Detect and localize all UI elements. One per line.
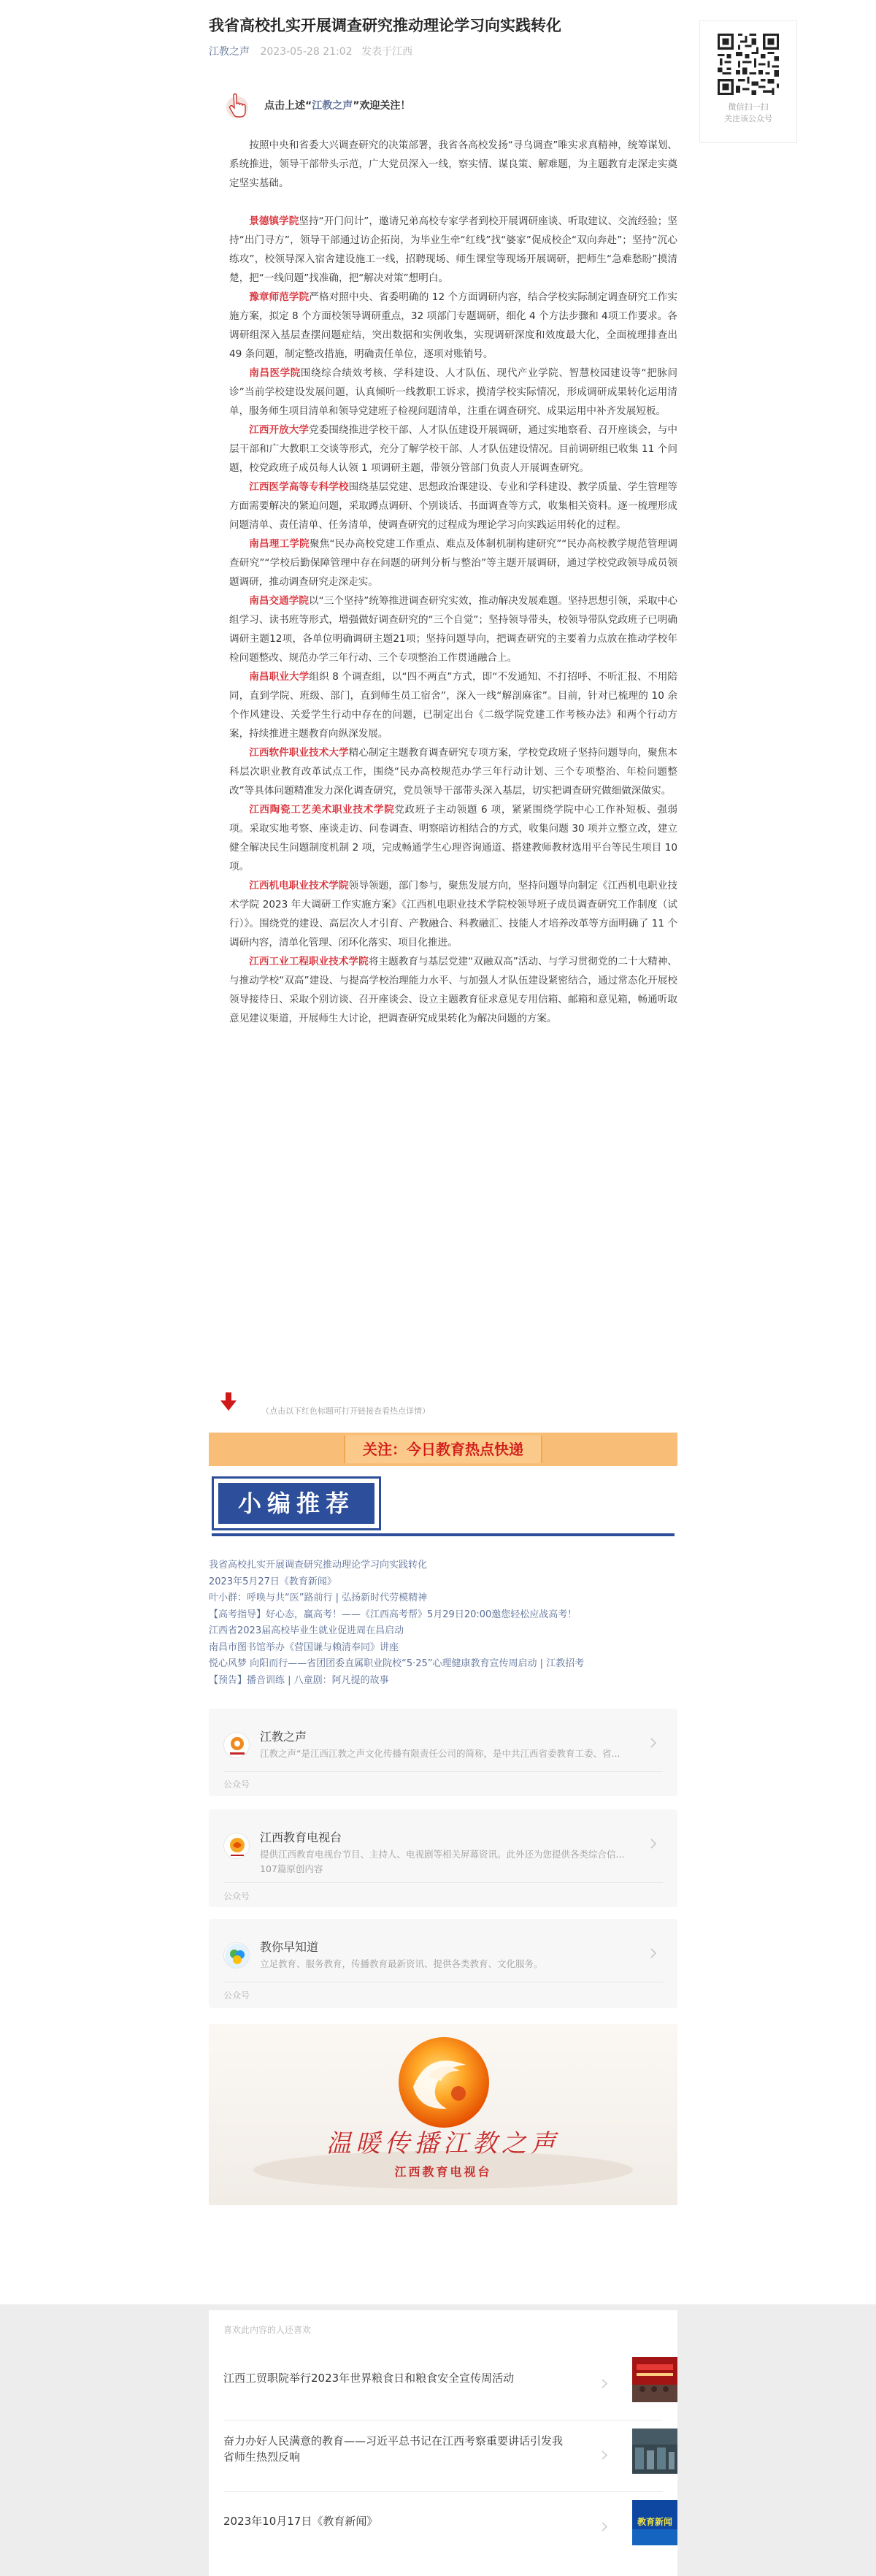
paragraph-text: 领导领题，部门参与，聚焦发展方向，坚持问题导向制定《江西机电职业技术学院 2023 年大调研工作实施方案》《江西机电职业技术学院校领导班子成员调查研究工作制度（试行）》。围绕党的建设、高层次人才引育、产教融合、科教融汇、技能人才培养改革等方面明确了 11 个调研内容，清单化管理、闭环化落实、项目化推进。	[229, 880, 678, 948]
account-name: 教你早知道	[260, 1940, 319, 1954]
school-name: 豫章师范学院	[249, 291, 310, 303]
related-articles-panel	[209, 2310, 677, 2576]
school-paragraph	[229, 421, 677, 478]
paragraph-text: 围绕基层党建、思想政治课建设、专业和学科建设、教学质量、学生管理等方面需要解决的紧迫问题，采取蹲点调研、个别谈话、书面调查等方式，收集相关资料。逐一梳理形成问题清单、责任清单、任务清单，使调查研究的过程成为理论学习向实践运用转化的过程。	[229, 481, 678, 531]
follow-suffix: ”欢迎关注！	[353, 100, 411, 112]
qr-panel	[699, 20, 797, 143]
school-paragraph	[229, 288, 677, 364]
follow-prompt	[226, 91, 410, 120]
account-desc: 江教之声“是江西江教之声文化传播有限责任公司的简称，是中共江西省委教育工委、省...	[260, 1748, 620, 1759]
editor-recommend-badge	[212, 1476, 381, 1530]
down-arrow-icon	[220, 1392, 237, 1411]
tv-subtitle: 江西教育电视台	[394, 2165, 492, 2179]
paragraph-text: 党委围绕推进学校干部、人才队伍建设开展调研，通过实地察看、召开座谈会，与中层干部和广大教职工交谈等形式，充分了解学校干部、人才队伍建设情况。目前调研组已收集 11 个问题，校党政班子成员每人认领 1 项调研主题，带领分管部门负责人开展调查研究。	[229, 424, 677, 474]
article-meta	[209, 44, 418, 58]
school-name: 南昌职业大学	[249, 671, 310, 683]
related-thumbnail	[632, 2500, 677, 2545]
paragraph-text: 将主题教育与基层党建“双融双高”活动、与学习贯彻党的二十大精神、与推动学校“双高”建设、与提高学校治理能力水平、与加强人才队伍建设紧密结合，通过常态化开展校领导接待日、采取个别访谈、召开座谈会、设立主题教育征求意见专用信箱、邮箱和意见箱，畅通听取意见建议渠道，开展师生大讨论，把调查研究成果转化为解决问题的方案。	[229, 956, 677, 1024]
school-paragraph	[229, 534, 677, 591]
recommend-link[interactable]: 悦心风梦 向阳而行——省团团委直属职业院校“5·25”心理健康教育宣传周启动 | 江教招考	[209, 1658, 585, 1669]
school-paragraph	[229, 743, 677, 800]
school-name: 景德镇学院	[249, 215, 299, 227]
school-name: 南昌交通学院	[249, 595, 309, 607]
account-card[interactable]	[209, 1709, 677, 1796]
follow-account-link[interactable]: 江教之声	[312, 100, 353, 112]
pointing-hand-icon	[226, 91, 251, 120]
chevron-right-icon	[602, 2522, 608, 2531]
related-article[interactable]	[223, 2357, 663, 2412]
publish-date: 2023-05-28 21:02	[260, 46, 353, 58]
intro-paragraph: 按照中央和省委大兴调查研究的决策部署，我省各高校发扬“寻乌调查”唯实求真精神，统筹谋划、系统推进，领导干部带头示范，广大党员深入一线，察实情、谋良策、解难题，为主题教育走深走实奠定坚实基础。	[229, 139, 677, 189]
qr-caption-1: 微信扫一扫	[728, 102, 769, 112]
school-name: 江西机电职业技术学院	[249, 880, 349, 892]
recommend-link[interactable]: 【预告】播音训练 | 八童剧：阿凡提的故事	[209, 1674, 389, 1686]
related-thumbnail	[632, 2357, 677, 2402]
paragraph-text: 严格对照中央、省委明确的 12 个方面调研内容，结合学校实际制定调查研究工作实施方案，拟定 8 个方面校领导调研重点，32 项部门专题调研，细化 4 个方法步骤和 4项工作要求。各调研组深入基层查摆问题症结，突出数据和实例收集，实现调研深度和效度最大化，全面梳理排查出 49 条问题，制定整改措施，明确责任单位，逐项对账销号。	[229, 291, 678, 360]
jiangxi-education-tv-banner	[209, 2024, 677, 2205]
account-avatar	[223, 1732, 250, 1758]
editor-recommend-label: 小编推荐	[218, 1483, 374, 1524]
recommend-link[interactable]: 我省高校扎实开展调查研究推动理论学习向实践转化	[209, 1560, 428, 1571]
recommend-link[interactable]: 江西省2023届高校毕业生就业促进周在昌启动	[209, 1625, 404, 1636]
related-header: 喜欢此内容的人还喜欢	[223, 2325, 312, 2335]
school-name: 南昌理工学院	[249, 538, 310, 550]
card-divider	[223, 1882, 663, 1883]
account-name: 江西教育电视台	[260, 1831, 342, 1844]
recommend-link[interactable]: 南昌市图书馆举办《营国谦与赖清奉同》讲座	[209, 1641, 399, 1653]
paragraph-text: 聚焦“民办高校党建工作重点、难点及体制机制构建研究”“民办高校教学规范管理调查研究”“学校后勤保障管理中存在问题的研判分析与整治”等主题开展调研，通过学校党政领导成员领题调研，推动调查研究走深走实。	[229, 538, 678, 588]
school-name: 南昌医学院	[249, 367, 301, 379]
account-card[interactable]	[209, 1919, 677, 2008]
account-desc: 立足教育、服务教育，传播教育最新资讯、提供各类教育、文化服务。	[260, 1958, 543, 1969]
account-card[interactable]	[209, 1809, 677, 1907]
related-divider	[223, 2491, 663, 2492]
account-avatar	[223, 1942, 250, 1969]
chevron-right-icon	[650, 1738, 657, 1748]
account-link[interactable]: 江教之声	[209, 46, 250, 58]
account-type-tag: 公众号	[223, 1779, 250, 1790]
recommend-link[interactable]: 2023年5月27日《教育新闻》	[209, 1576, 337, 1587]
chevron-right-icon	[650, 1839, 657, 1849]
editor-divider	[212, 1533, 675, 1536]
card-divider	[223, 1771, 663, 1772]
recommend-link[interactable]: 【高考指导】好心态，赢高考！——《江西高考帮》5月29日20:00邀您轻松应战高考！	[209, 1609, 577, 1620]
paragraph-text: 坚持“开门问计”，邀请兄弟高校专家学者到校开展调研座谈、听取建议、交流经验；坚持“出门寻方”，领导干部通过访企拓岗，为毕业生牵“红线”找“婆家”促成校企“双向奔赴”；坚持“沉心练攻”，校领导深入宿舍建设施工一线，招聘现场、师生课堂等现场开展调研，把师生“急难愁盼”摸清楚，把“一线问题”找准确，把“解决对策”想明白。	[229, 215, 677, 284]
qr-caption-2: 关注该公众号	[724, 114, 772, 123]
related-article[interactable]	[223, 2500, 673, 2556]
account-name: 江教之声	[260, 1730, 307, 1744]
chevron-right-icon	[602, 2379, 608, 2388]
school-paragraph	[229, 876, 677, 952]
hot-banner-title: 关注：今日教育热点快递	[344, 1435, 542, 1463]
account-desc	[260, 1847, 639, 1877]
hot-note: （点击以下红色标题可打开链接查看热点详情）	[261, 1406, 430, 1416]
related-thumbnail	[632, 2429, 677, 2474]
qr-code-icon	[715, 31, 781, 97]
paragraph-text: 围绕综合绩效考核、学科建设、人才队伍、现代产业学院、智慧校园建设等“把脉问诊”当前学校建设发展问题，认真倾听一线教职工诉求，摸清学校实际情况，形成调研成果转化运用清单，服务师生项目清单和领导党建班子检视问题清单，注重在调查研究、成果运用中补齐发展短板。	[229, 367, 677, 417]
school-paragraph	[229, 364, 677, 421]
paragraph-text: 组织 8 个调查组，以“四不两直”方式，即“不发通知、不打招呼、不听汇报、不用陪同，直到学院、班级、部门，直到师生员工宿舍”，深入一线“解剖麻雀”。目前，针对已梳理的 10 余个作风建设、关爱学生行动中存在的问题，已制定出台《二级学院党建工作考核办法》和两个行动方案，持续推进主题教育向纵深发展。	[229, 671, 678, 740]
school-paragraph	[229, 478, 677, 534]
paragraph-text: 以“三个坚持”统筹推进调查研究实效，推动解决发展难题。坚持思想引领，采取中心组学习、读书班等形式，增强做好调查研究的“三个自觉”；坚持领导带头，校领导带队党政班子已明确调研主题12项，各单位明确调研主题21项；坚持问题导向，把调查研究的主要着力点放在推动学校年检问题整改、规范办学三年行动、三个专项整治工作贯通融合上。	[229, 595, 677, 664]
account-type-tag: 公众号	[223, 1990, 250, 2001]
thumbnail-caption: 教育新闻	[637, 2517, 673, 2527]
hot-banner	[209, 1433, 677, 1466]
follow-prefix: 点击上述“	[264, 100, 312, 112]
chevron-right-icon	[650, 1948, 657, 1958]
school-paragraph	[229, 591, 677, 667]
education-tv-logo-icon	[209, 2024, 677, 2205]
school-name: 江西工业工程职业技术学院	[249, 956, 369, 967]
paragraph-text: 党政班子主动领题 6 项，紧紧围绕学院中心工作补短板、强弱项。采取实地考察、座谈走访、问卷调查、明察暗访相结合的方式，收集问题 30 项并立整立改，建立健全解决民生问题制度机制 2 项，完成畅通学生心理咨询通道、搭建教师教材选用平台等民生项目 10 项。	[229, 804, 677, 873]
related-article[interactable]	[223, 2429, 663, 2484]
paragraph-text: 精心制定主题教育调查研究专项方案，学校党政班子坚持问题导向，聚焦本科层次职业教育改革试点工作，围绕“民办高校规范办学三年行动计划、三个专项整治、年检问题整改”等具体问题精准发力深化调查研究，党员领导干部带头深入基层，切实把调查研究做细做深做实。	[229, 747, 678, 797]
school-name: 江西软件职业技术大学	[249, 747, 349, 759]
school-paragraph	[229, 212, 677, 288]
school-paragraph	[229, 800, 677, 876]
publish-location: 发表于江西	[361, 46, 413, 58]
slogan-text: 温暖传播江教之声	[326, 2129, 560, 2158]
recommend-link[interactable]: 叶小群：呼唤与共“医”路前行 | 弘扬新时代劳模精神	[209, 1592, 428, 1603]
chevron-right-icon	[602, 2450, 608, 2460]
account-avatar	[223, 1833, 250, 1859]
school-paragraph	[229, 667, 677, 743]
account-type-tag: 公众号	[223, 1891, 250, 1901]
article-title: 我省高校扎实开展调查研究推动理论学习向实践转化	[209, 17, 561, 34]
school-paragraph	[229, 952, 677, 1028]
article-body	[229, 136, 677, 1028]
account-desc-text: 提供江西教育电视台节目、主持人、电视剧等相关屏幕资讯。此外还为您提供各类综合信...	[260, 1849, 625, 1860]
related-article-title: 江西工贸职院举行2023年世界粮食日和粮食安全宣传周活动	[223, 2372, 515, 2385]
school-name: 江西开放大学	[249, 424, 310, 436]
related-article-title: 奋力办好人民满意的教育——习近平总书记在江西考察重要讲话引发我省师生热烈反响	[223, 2434, 564, 2464]
account-original-count: 107篇原创内容	[260, 1863, 323, 1874]
recommend-link-list	[209, 1557, 676, 1689]
school-name: 江西陶瓷工艺美术职业技术学院	[249, 804, 395, 816]
related-article-title: 2023年10月17日《教育新闻》	[223, 2515, 378, 2528]
school-name: 江西医学高等专科学校	[249, 481, 349, 493]
